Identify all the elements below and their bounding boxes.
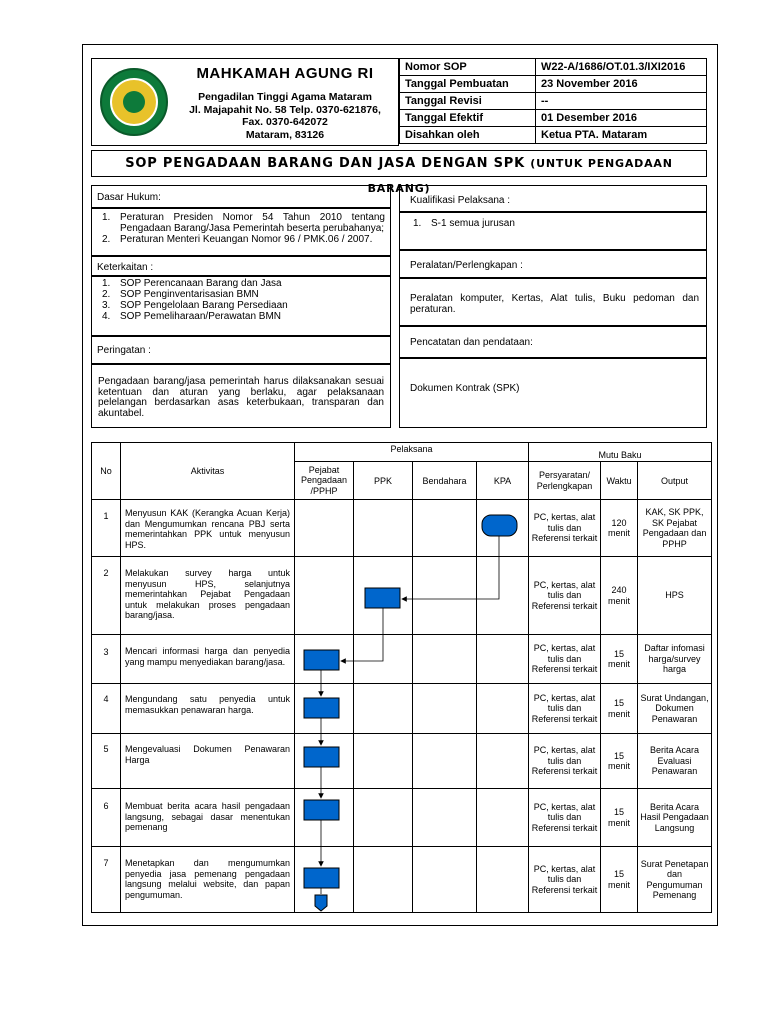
row-output: Surat Penetapan dan Pengumuman Pemenang <box>638 847 712 913</box>
lane-cell <box>413 500 477 557</box>
row-number: 3 <box>92 635 121 684</box>
meta-key: Disahkan oleh <box>400 127 536 144</box>
row-waktu: 15 menit <box>601 734 638 789</box>
address-line: Jl. Majapahit No. 58 Telp. 0370-621876, <box>189 103 381 116</box>
list-item: 2. SOP Penginventarisasian BMN <box>102 289 259 300</box>
row-number: 1 <box>92 500 121 557</box>
lane-cell <box>413 789 477 847</box>
peralatan-header <box>399 250 707 278</box>
keterkaitan-label: Keterkaitan : <box>97 262 154 273</box>
list-item: 4. SOP Pemeliharaan/Perawatan BMN <box>102 311 282 322</box>
meta-value: 23 November 2016 <box>536 76 707 93</box>
lane-cell <box>413 557 477 635</box>
city-line: Mataram, 83126 <box>245 128 325 141</box>
row-persyaratan: PC, kertas, alat tulis dan Referensi terkait <box>529 635 601 684</box>
court-name: Pengadilan Tinggi Agama Mataram <box>198 91 372 103</box>
sop-title-sub: (UNTUK PENGADAAN BARANG) <box>367 157 673 195</box>
peringatan-header <box>91 336 391 364</box>
dasar-hukum-content <box>91 208 391 256</box>
list-item: 3. SOP Pengelolaan Barang Persediaan <box>102 300 288 311</box>
sop-metadata-table <box>399 58 707 144</box>
peralatan-label: Peralatan/Perlengkapan : <box>410 260 523 271</box>
lane-cell <box>477 557 529 635</box>
organization-address <box>176 91 394 141</box>
dasar-hukum-label: Dasar Hukum: <box>97 192 161 203</box>
row-waktu: 240 menit <box>601 557 638 635</box>
lane-cell <box>295 847 354 913</box>
lane-cell <box>477 635 529 684</box>
table-row <box>92 500 712 557</box>
row-activity: Menyusun KAK (Kerangka Acuan Kerja) dan Mengumumkan rencana PBJ serta memerintahkan PPK untuk menyusun HPS. <box>121 500 295 557</box>
lane-cell <box>295 557 354 635</box>
lane-cell <box>354 557 413 635</box>
actor-header-ppk: PPK <box>354 462 413 500</box>
lane-cell <box>477 684 529 734</box>
row-persyaratan: PC, kertas, alat tulis dan Referensi terkait <box>529 500 601 557</box>
table-row <box>92 734 712 789</box>
row-output: Surat Undangan, Dokumen Penawaran <box>638 684 712 734</box>
row-output: Daftar infomasi harga/survey harga <box>638 635 712 684</box>
actor-header-bendahara: Bendahara <box>413 462 477 500</box>
lane-cell <box>354 847 413 913</box>
row-activity: Melakukan survey harga untuk menyusun HPS, selanjutnya memerintahkan Pejabat Pengadaan untuk melakukan proses pengadaan barang/jasa. <box>121 557 295 635</box>
organization-name: MAHKAMAH AGUNG RI <box>196 65 374 82</box>
kualifikasi-header <box>399 185 707 212</box>
peralatan-content <box>399 278 707 326</box>
row-activity: Mencari informasi harga dan penyedia yang mampu menyediakan barang/jasa. <box>121 635 295 684</box>
list-item: 2. Peraturan Menteri Keuangan Nomor 96 / PMK.06 / 2007. <box>102 234 373 245</box>
row-persyaratan: PC, kertas, alat tulis dan Referensi terkait <box>529 684 601 734</box>
actor-header-pejabat-pengadaan: Pejabat Pengadaan /PPHP <box>295 462 354 500</box>
lane-cell <box>295 684 354 734</box>
row-persyaratan: PC, kertas, alat tulis dan Referensi terkait <box>529 789 601 847</box>
peringatan-content <box>91 364 391 428</box>
lane-cell <box>477 500 529 557</box>
col-persyaratan-header: Persyaratan/ Perlengkapan <box>529 462 601 500</box>
meta-value: W22-A/1686/OT.01.3/IXI2016 <box>536 59 707 76</box>
lane-cell <box>354 684 413 734</box>
lane-cell <box>477 847 529 913</box>
row-number: 2 <box>92 557 121 635</box>
lane-cell <box>354 734 413 789</box>
meta-key: Nomor SOP <box>400 59 536 76</box>
lane-cell <box>295 500 354 557</box>
list-item: 1. Peraturan Presiden Nomor 54 Tahun 2010 tentang Pengadaan Barang/Jasa Pemerintah beserta perubahanya; <box>102 212 385 234</box>
mahkamah-agung-logo-icon <box>100 68 168 136</box>
institution-header <box>91 58 399 146</box>
row-number: 6 <box>92 789 121 847</box>
keterkaitan-list <box>98 278 385 322</box>
table-row <box>92 684 712 734</box>
peralatan-text: Peralatan komputer, Kertas, Alat tulis, Buku pedoman dan peraturan. <box>410 293 699 315</box>
row-activity: Mengundang satu penyedia untuk memasukkan penawaran harga. <box>121 684 295 734</box>
row-number: 4 <box>92 684 121 734</box>
meta-row <box>400 59 707 76</box>
row-persyaratan: PC, kertas, alat tulis dan Referensi terkait <box>529 734 601 789</box>
peringatan-text: Pengadaan barang/jasa pemerintah harus dilaksanakan sesuai ketentuan dan aturan yang berlaku, agar pelaksanaan pelelangan berdasarkan asas keterbukaan, transparan dan akuntabel. <box>98 376 384 419</box>
row-waktu: 15 menit <box>601 684 638 734</box>
meta-value: 01 Desember 2016 <box>536 110 707 127</box>
meta-row <box>400 76 707 93</box>
meta-row <box>400 110 707 127</box>
lane-cell <box>295 734 354 789</box>
sop-flow-table <box>91 442 711 912</box>
table-row <box>92 635 712 684</box>
row-output: KAK, SK PPK, SK Pejabat Pengadaan dan PPHP <box>638 500 712 557</box>
row-number: 7 <box>92 847 121 913</box>
pelaksana-group-header: Pelaksana <box>295 443 529 462</box>
row-output: Berita Acara Evaluasi Penawaran <box>638 734 712 789</box>
lane-cell <box>295 635 354 684</box>
row-waktu: 15 menit <box>601 635 638 684</box>
pencatatan-content <box>399 358 707 428</box>
lane-cell <box>354 635 413 684</box>
row-number: 5 <box>92 734 121 789</box>
row-output: Berita Acara Hasil Pengadaan Langsung <box>638 789 712 847</box>
lane-cell <box>413 635 477 684</box>
row-activity: Mengevaluasi Dokumen Penawaran Harga <box>121 734 295 789</box>
keterkaitan-header <box>91 256 391 276</box>
lane-cell <box>477 789 529 847</box>
kualifikasi-content <box>399 212 707 250</box>
row-waktu: 120 menit <box>601 500 638 557</box>
lane-cell <box>295 789 354 847</box>
meta-value: -- <box>536 93 707 110</box>
list-item: 1. SOP Perencanaan Barang dan Jasa <box>102 278 282 289</box>
pencatatan-header <box>399 326 707 358</box>
kualifikasi-label: Kualifikasi Pelaksana : <box>410 195 511 206</box>
row-activity: Menetapkan dan mengumumkan penyedia jasa pemenang pengadaan langsung melalui website, dan papan pengumuman. <box>121 847 295 913</box>
row-output: HPS <box>638 557 712 635</box>
lane-cell <box>354 789 413 847</box>
dasar-hukum-header <box>91 185 391 208</box>
fax-line: Fax. 0370-642072 <box>242 116 328 128</box>
lane-cell <box>413 684 477 734</box>
row-waktu: 15 menit <box>601 789 638 847</box>
meta-key: Tanggal Efektif <box>400 110 536 127</box>
actor-header-kpa: KPA <box>477 462 529 500</box>
meta-row <box>400 93 707 110</box>
lane-cell <box>354 500 413 557</box>
mutu-baku-group-header: Mutu Baku <box>529 443 712 462</box>
row-persyaratan: PC, kertas, alat tulis dan Referensi terkait <box>529 557 601 635</box>
col-no-header: No <box>92 443 121 500</box>
kualifikasi-list <box>409 218 701 229</box>
sop-title <box>91 150 707 195</box>
dasar-hukum-list <box>98 212 385 245</box>
lane-cell <box>413 734 477 789</box>
list-item: 1. S-1 semua jurusan <box>413 218 515 229</box>
col-aktivitas-header: Aktivitas <box>121 443 295 500</box>
col-waktu-header: Waktu <box>601 462 638 500</box>
col-output-header: Output <box>638 462 712 500</box>
table-row <box>92 789 712 847</box>
table-row <box>92 557 712 635</box>
meta-key: Tanggal Revisi <box>400 93 536 110</box>
pencatatan-label: Pencatatan dan pendataan: <box>410 337 533 348</box>
peringatan-label: Peringatan : <box>97 345 151 356</box>
meta-row <box>400 127 707 144</box>
row-activity: Membuat berita acara hasil pengadaan langsung, sebagai dasar menentukan pemenang <box>121 789 295 847</box>
row-waktu: 15 menit <box>601 847 638 913</box>
row-persyaratan: PC, kertas, alat tulis dan Referensi terkait <box>529 847 601 913</box>
sop-title-main: SOP PENGADAAN BARANG DAN JASA DENGAN SPK <box>125 156 525 171</box>
meta-key: Tanggal Pembuatan <box>400 76 536 93</box>
lane-cell <box>477 734 529 789</box>
pencatatan-text: Dokumen Kontrak (SPK) <box>410 383 520 394</box>
keterkaitan-content <box>91 276 391 336</box>
table-row <box>92 847 712 913</box>
meta-value: Ketua PTA. Mataram <box>536 127 707 144</box>
lane-cell <box>413 847 477 913</box>
